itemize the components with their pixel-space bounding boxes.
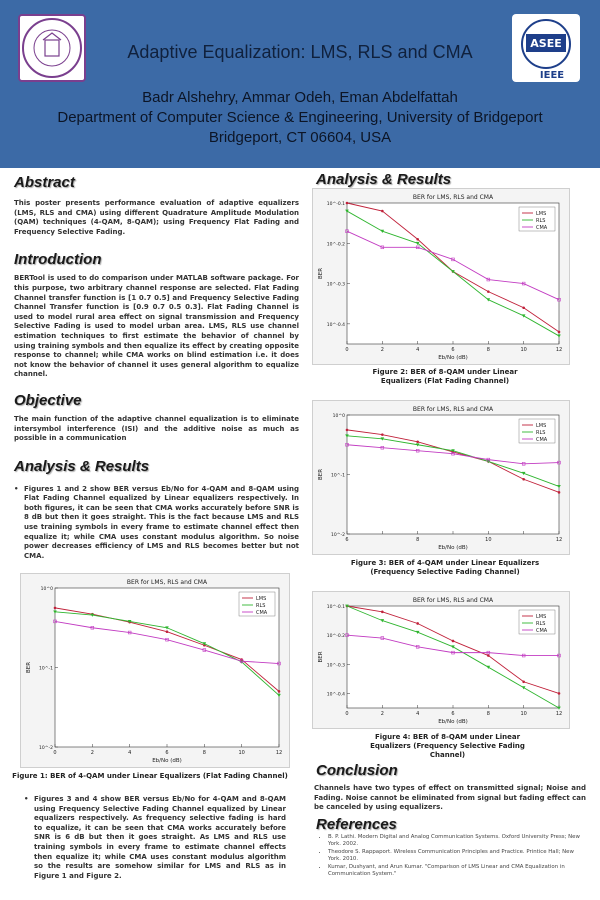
legend-label-rls: RLS [536,218,546,224]
data-point-lms [487,290,490,293]
x-tick-label: 12 [555,537,563,543]
x-tick-label: 2 [380,711,384,717]
y-tick-label: 10^-1 [39,666,53,672]
x-tick-label: 6 [165,750,169,756]
figure-2-chart [313,189,571,366]
abstract-text: This poster presents performance evaluation of adaptive equalizers (LMS, RLS and CMA) using different Quadrature Amplitude Modulation (QAM) techniques (4-QAM, 8-QAM); using Frequency Flat Fading and Frequency Selective Fading. [14,199,299,236]
x-tick-label: 6 [345,537,349,543]
data-point-lms [452,640,455,643]
y-tick-label: 10^-0.4 [326,322,345,328]
chart-title: BER for LMS, RLS and CMA [126,579,208,586]
reference-item: • Kumar, Dushyant, and Arun Kumar. "Comparison of LMS Linear and CMA Equalization in Communication System." [328,864,586,879]
x-axis-label: Eb/No (dB) [438,719,468,725]
data-point-lms [278,690,281,693]
x-tick-label: 2 [380,347,384,353]
y-axis-label: BER [318,468,324,481]
data-point-lms [558,692,561,695]
asee-ieee-logo [512,14,580,82]
y-tick-label: 10^-0.1 [326,202,345,207]
x-axis-label: Eb/No (dB) [438,355,468,361]
x-tick-label: 12 [555,347,563,353]
x-tick-label: 8 [416,537,420,543]
objective-heading: Objective [14,391,82,409]
university-seal-icon [20,16,84,80]
data-point-lms [416,622,419,625]
x-tick-label: 4 [128,750,132,756]
x-axis-label: Eb/No (dB) [438,545,468,551]
x-tick-label: 6 [451,347,455,353]
legend-label-cma: CMA [256,610,268,616]
x-tick-label: 12 [555,711,563,717]
figure-4-panel [312,591,570,729]
analysis-heading-right: Analysis & Results [316,171,452,188]
legend-label-lms: LMS [256,596,267,602]
figure-1-chart [21,574,291,769]
figure-4-caption: Figure 4: BER of 8-QAM under Linear Equalizers (Frequency Selective Fading Channel) [370,733,525,759]
location: Bridgeport, CT 06604, USA [208,129,392,146]
legend-label-rls: RLS [536,430,546,436]
y-tick-label: 10^0 [40,587,53,592]
x-tick-label: 8 [486,711,490,717]
data-point-lms [522,306,525,309]
figure-3-caption: Figure 3: BER of 4-QAM under Linear Equalizers (Frequency Selective Fading Channel) [350,559,540,576]
figure-1-panel [20,573,290,768]
chart-title: BER for LMS, RLS and CMA [412,597,494,604]
conclusion-heading: Conclusion [316,762,398,779]
reference-item: • B. P. Lathi. Modern Digital and Analog Communication Systems. Oxford University Press; New York. 2002. [328,834,586,849]
x-tick-label: 0 [345,711,349,717]
reference-item: • Theodore S. Rappaport. Wireless Communication Principles and Practice. Printice Hall; New York. 2010. [328,849,586,864]
x-tick-label: 0 [345,347,349,353]
y-tick-label: 10^-0.1 [326,605,345,610]
data-point-lms [381,611,384,614]
data-point-lms [346,429,349,432]
poster-title: Adaptive Equalization: LMS, RLS and CMA [127,42,473,62]
y-tick-label: 10^-2 [39,746,53,751]
x-tick-label: 10 [520,347,527,353]
references-list [318,834,586,878]
x-tick-label: 8 [202,750,206,756]
x-tick-label: 10 [520,711,527,717]
figure-2-caption: Figure 2: BER of 8-QAM under Linear Equalizers (Flat Fading Channel) [372,368,518,385]
data-point-lms [166,630,169,633]
x-tick-label: 10 [485,537,492,543]
svg-text:IEEE: IEEE [539,70,565,81]
conclusion-text: Channels have two types of effect on transmitted signal; Noise and Fading. Noise cannot be eliminated from signal but fading effect can be canceled by using equalizers. [314,784,586,812]
legend-label-rls: RLS [536,621,546,627]
legend-label-lms: LMS [536,614,547,620]
authors-block [20,88,580,148]
data-point-lms [381,210,384,213]
data-point-lms [381,433,384,436]
x-tick-label: 12 [275,750,283,756]
objective-text: The main function of the adaptive channel equalization is to eliminate intersymbol interference (ISI) and the additive noise as much as possible in a communication [14,414,299,443]
asee-ieee-icon [512,14,580,82]
chart-title: BER for LMS, RLS and CMA [412,194,494,201]
y-tick-label: 10^-0.3 [326,282,345,288]
data-point-lms [522,680,525,683]
references-heading: References [316,816,397,833]
legend-label-cma: CMA [536,437,548,443]
legend-label-lms: LMS [536,211,547,217]
analysis-heading-left: Analysis & Results [14,457,150,475]
introduction-text: BERTool is used to do comparison under MATLAB software package. For this purpose, two arbitrary channel response are selected. Flat Fading Channel transfer function is [1 0.7 0.5] and Frequency Selective Fading Channel Transfer function is [0.9 0.7 0.5 0.3]. Flat Fading Channel is used to model rural area effect on signal transmission and Frequency Selective Fading is used to model urban area. LMS, RLS use channel estimation techniques to first estimate the behavior of channel by using training symbols and then equalize its effect by creating opposite response to channel; while CMA works on blind estimation i.e. it does not know the behavior of channel it uses general algorithm to equalize channel. [14,274,299,379]
legend-label-lms: LMS [536,423,547,429]
x-tick-label: 8 [486,347,490,353]
legend-label-cma: CMA [536,225,548,231]
y-tick-label: 10^0 [332,414,345,419]
legend-label-rls: RLS [256,603,266,609]
legend-label-cma: CMA [536,628,548,634]
left-column [14,170,299,561]
department: Department of Computer Science & Engineering, University of Bridgeport [57,109,543,126]
svg-text:ASEE: ASEE [530,37,562,50]
y-tick-label: 10^-0.2 [326,242,345,248]
y-axis-label: BER [318,267,324,280]
y-tick-label: 10^-0.4 [326,692,345,698]
data-point-lms [54,607,57,610]
abstract-heading: Abstract [14,174,75,191]
poster-header [0,0,600,168]
y-axis-label: BER [318,651,324,663]
x-axis-label: Eb/No (dB) [152,758,182,764]
y-tick-label: 10^-0.2 [326,634,345,640]
y-axis-label: BER [26,661,32,674]
x-tick-label: 10 [238,750,245,756]
x-tick-label: 6 [451,711,455,717]
analysis-bullet-2: • Figures 3 and 4 show BER versus Eb/No for 4-QAM and 8-QAM using Frequency Selective Fading Channel equalized by Linear equalizers respectively. As frequency selective fading is hard to equalize, it can be seen that CMA works accurately before SNR is 6 dB but then it goes straight. As LMS and RLS use training symbols in every frame to estimate channel effects then equalize it; while CMA uses constant modulus algorithm so the results are somehow similar for LMS and RLS as in Figure 1 and Figure 2. [24,795,286,881]
chart-title: BER for LMS, RLS and CMA [412,406,494,413]
data-point-lms [416,440,419,443]
x-tick-label: 4 [416,711,420,717]
x-tick-label: 4 [416,347,420,353]
introduction-heading: Introduction [14,251,102,269]
y-tick-label: 10^-0.3 [326,663,345,669]
figure-3-panel [312,400,570,555]
data-point-lms [558,331,561,334]
figure-1-caption: Figure 1: BER of 4-QAM under Linear Equalizers (Flat Fading Channel) [12,772,288,780]
data-point-lms [346,202,349,205]
data-point-lms [416,238,419,241]
data-point-lms [558,491,561,494]
data-point-lms [487,654,490,657]
figure-4-chart [313,592,571,730]
data-point-lms [522,478,525,481]
university-of-bridgeport-logo [18,14,86,82]
figure-2-panel [312,188,570,365]
analysis-bullet-1: • Figures 1 and 2 show BER versus Eb/No for 4-QAM and 8-QAM using Flat Fading Channel equalized by Linear equalizers respectively. In both figures, it can be seen that CMA works accurately before SNR is 8 dB but then it goes straight. This is the fact because LMS and RLS use training symbols in every frame to estimate channel effect then equalize it; while CMA uses constant modulus algorithm. So noise power decreases efficiency of LMS and RLS becomes better but not CMA. [14,485,299,562]
x-tick-label: 2 [90,750,94,756]
x-tick-label: 0 [53,750,57,756]
figure-3-chart [313,401,571,556]
y-tick-label: 10^-2 [331,533,345,538]
y-tick-label: 10^-1 [331,473,345,479]
author-names: Badr Alshehry, Ammar Odeh, Eman Abdelfattah [142,89,458,106]
